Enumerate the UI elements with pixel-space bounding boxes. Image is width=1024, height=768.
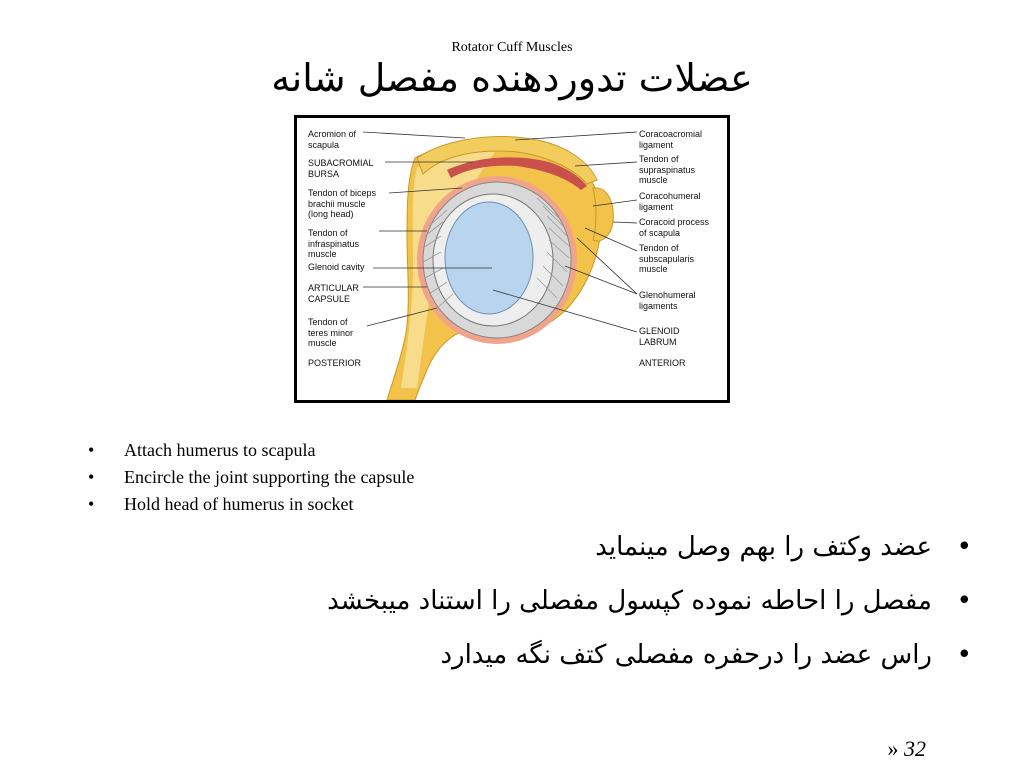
label-glenoid-cavity: Glenoid cavity (308, 262, 365, 272)
shoulder-anatomy-figure (294, 115, 730, 403)
label-articular-capsule: ARTICULAR CAPSULE (308, 283, 359, 304)
slide-subtitle: Rotator Cuff Muscles (451, 40, 573, 55)
persian-bullet-list (327, 527, 972, 689)
label-anterior: ANTERIOR (639, 358, 686, 368)
slide-title: عضلات تدوردهنده مفصل شانه (271, 56, 753, 100)
label-biceps-tendon: Tendon of biceps brachii muscle (long head) (308, 188, 377, 219)
persian-bullet-item: • راس عضد را درحفره مفصلی کتف نگه میدارد (327, 635, 972, 689)
label-supraspinatus-tendon: Tendon of supraspinatus muscle (639, 154, 696, 185)
english-bullet-item: • Attach humerus to scapula (88, 439, 414, 466)
label-coracoacromial-ligament: Coracoacromial ligament (639, 129, 703, 150)
label-teres-minor-tendon: Tendon of teres minor muscle (308, 317, 354, 348)
glenoid-cavity-shape (445, 202, 533, 314)
label-infraspinatus-tendon: Tendon of infraspinatus muscle (308, 228, 360, 259)
english-bullet-item: • Hold head of humerus in socket (88, 493, 414, 520)
label-acromion: Acromion of scapula (308, 129, 357, 150)
label-subacromial-bursa: SUBACROMIAL BURSA (308, 158, 374, 179)
label-glenohumeral-ligaments: Glenohumeral ligaments (639, 290, 696, 311)
label-coracohumeral-ligament: Coracohumeral ligament (639, 191, 701, 212)
next-arrow-icon[interactable]: » (887, 736, 899, 761)
slide-footer (888, 736, 927, 762)
persian-bullet-item: • عضد وکتف را بهم وصل مینماید (327, 527, 972, 581)
label-subscapularis-tendon: Tendon of subscapularis muscle (639, 243, 695, 274)
label-glenoid-labrum: GLENOID LABRUM (639, 326, 680, 347)
english-bullet-list (88, 439, 414, 520)
page-number: 32 (904, 736, 926, 761)
persian-bullet-item: • مفصل را احاطه نموده کپسول مفصلی را استناد میبخشد (327, 581, 972, 635)
label-posterior: POSTERIOR (308, 358, 362, 368)
label-coracoid-process: Coracoid process of scapula (639, 217, 710, 238)
english-bullet-item: • Encircle the joint supporting the capsule (88, 466, 414, 493)
